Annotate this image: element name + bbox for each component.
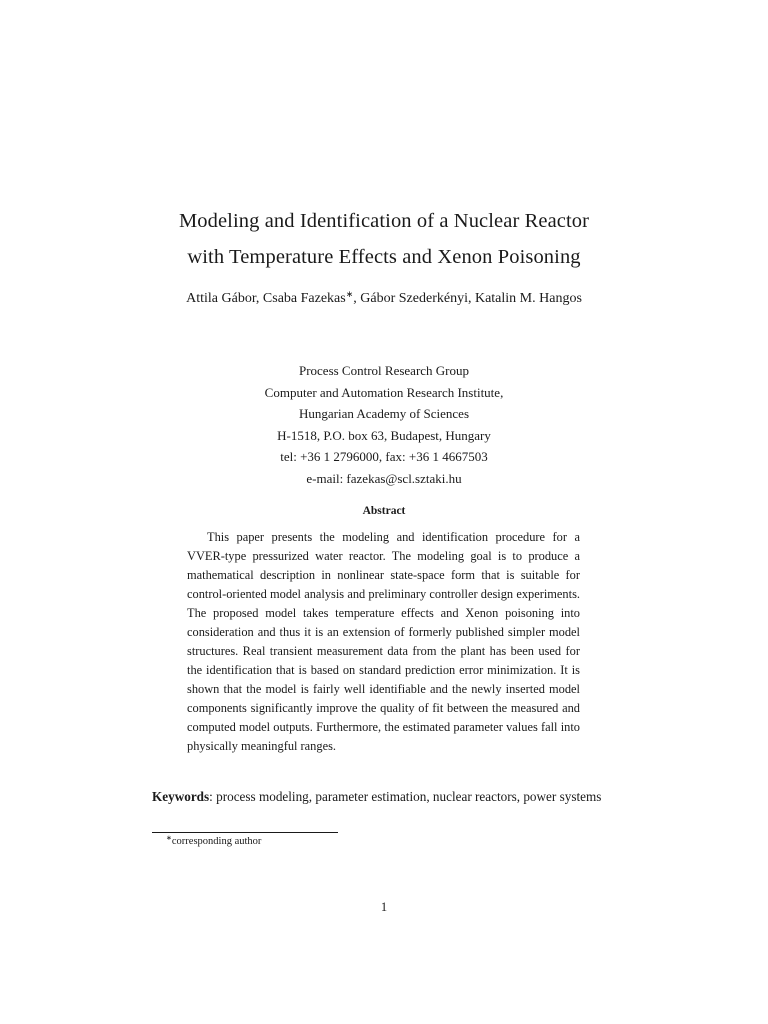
authors-after-mark: , Gábor Szederkényi, Katalin M. Hangos — [353, 291, 582, 306]
keywords-label: Keywords — [152, 789, 210, 804]
affiliation-address: H-1518, P.O. box 63, Budapest, Hungary — [277, 427, 491, 443]
title-line-2: with Temperature Effects and Xenon Poisoning — [187, 246, 581, 268]
affiliation-block — [0, 360, 768, 489]
affiliation-institute: Computer and Automation Research Institute, — [264, 384, 504, 400]
title-line-1: Modeling and Identification of a Nuclear Reactor — [178, 210, 590, 232]
authors-before-mark: Attila Gábor, Csaba Fazekas — [186, 291, 346, 306]
keywords-list: : process modeling, parameter estimation, nuclear reactors, power systems — [209, 789, 602, 804]
page-number: 1 — [380, 900, 388, 914]
corresponding-author-mark: ∗ — [345, 289, 354, 299]
affiliation-email: e-mail: fazekas@scl.sztaki.hu — [306, 470, 462, 486]
footnote-divider — [152, 832, 338, 833]
abstract-heading: Abstract — [362, 505, 406, 517]
affiliation-phone: tel: +36 1 2796000, fax: +36 1 4667503 — [280, 449, 488, 464]
paper-title — [0, 203, 768, 275]
affiliation-group: Process Control Research Group — [298, 363, 470, 378]
abstract-body: This paper presents the modeling and identification procedure for a VVER-type pressurized water reactor. The modeling goal is to produce a mathematical description in nonlinear state-space form that is suitable for control-oriented model analysis and preliminary controller design experiments. The proposed model takes temperature effects and Xenon poisoning into consideration and thus it is an extension of formerly published simpler model structures. Real transient measurement data from the plant has been used for the identification that is based on standard prediction error minimization. It is shown that the model is fairly well identifiable and the newly inserted model components significantly improve the quality of fit between the measured and computed model outputs. Furthermore, the estimated parameter values fall into physically meaningful ranges. — [187, 530, 580, 753]
footnote-mark: ∗ — [166, 834, 172, 842]
author-list — [0, 289, 768, 309]
footnote — [166, 835, 261, 849]
affiliation-academy: Hungarian Academy of Sciences — [298, 406, 470, 421]
keywords-paragraph — [152, 787, 617, 808]
footnote-text: corresponding author — [171, 836, 262, 847]
